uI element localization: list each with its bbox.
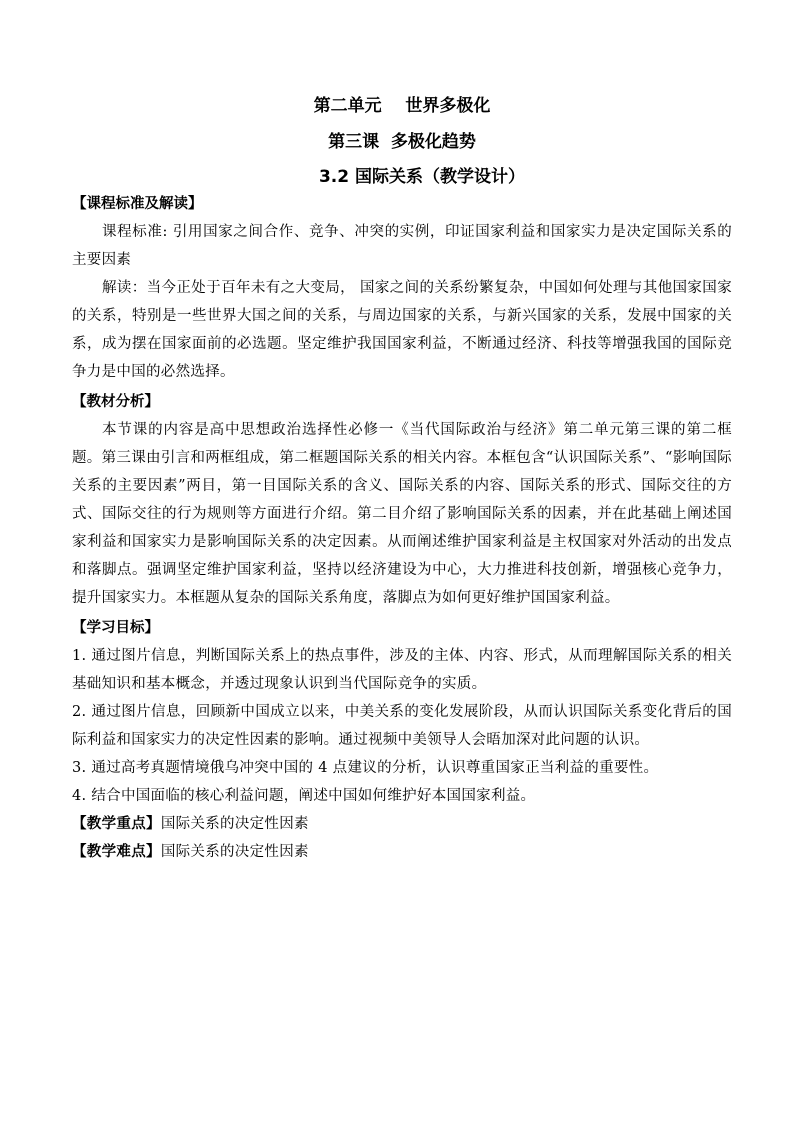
key-point-heading: 【教学重点】 [72,816,161,832]
unit-title: 第二单元 世界多极化 [313,96,491,116]
curriculum-interpretation: 解读：当今正处于百年未有之大变局， 国家之间的关系纷繁复杂，中国如何处理与其他国家国家的关系，特别是一些世界大国之间的关系，与周边国家的关系，与新兴国家的关系，发展中国家的关系，成为摆在国家面前的必选题。坚定维护我国国家利益，不断通过经济、科技等增强我国的国际竞争力是中国的必然选择。 [72,280,732,380]
objective-item: 3. 通过高考真题情境俄乌冲突中国的 4 点建议的分析，认识尊重国家正当利益的重要性。 [72,760,659,776]
objective-item: 2. 通过图片信息，回顾新中国成立以来，中美关系的变化发展阶段，从而认识国际关系变化背后的国际利益和国家实力的决定性因素的影响。通过视频中美领导人会晤加深对此问题的认识。 [72,704,732,748]
objective-item: 1. 通过图片信息，判断国际关系上的热点事件，涉及的主体、内容、形式，从而理解国际关系的相关基础知识和基本概念，并透过现象认识到当代国际竞争的实质。 [72,648,732,692]
difficulty-text: 国际关系的决定性因素 [160,844,309,860]
difficulty-heading: 【教学难点】 [72,844,161,860]
textbook-heading: 【教材分析】 [72,394,159,410]
objectives-heading: 【学习目标】 [72,620,159,636]
textbook-analysis: 本节课的内容是高中思想政治选择性必修一《当代国际政治与经济》第二单元第三课的第二框题。第三课由引言和两框组成，第二框题国际关系的相关内容。本框包含“认识国际关系”、“影响国际关系的主要因素”两目，第一目国际关系的含义、国际关系的内容、国际关系的形式、国际交往的方式、国际交往的行为规则等方面进行介绍。第二目介绍了影响国际关系的因素，并在此基础上阐述国家利益和国家实力是影响国际关系的决定因素。从而阐述维护国家利益是主权国家对外活动的出发点和落脚点。强调坚定维护国家利益，坚持以经济建设为中心，大力推进科技创新，增强核心竞争力，提升国家实力。本框题从复杂的国际关系角度，落脚点为如何更好维护国国家利益。 [72,422,732,606]
document-page [72,88,732,866]
difficulty-line [72,838,732,866]
objective-item: 4. 结合中国面临的核心利益问题，阐述中国如何维护好本国国家利益。 [72,788,536,804]
key-point-text: 国际关系的决定性因素 [160,816,309,832]
lesson-title: 第三课 多极化趋势 [328,132,476,152]
section-title: 3.2 国际关系（教学设计） [318,167,526,187]
curriculum-heading: 【课程标准及解读】 [72,196,203,212]
key-point-line [72,810,732,838]
curriculum-standard: 课程标准: 引用国家之间合作、竞争、冲突的实例，印证国家利益和国家实力是决定国际关系的主要因素 [72,224,732,268]
